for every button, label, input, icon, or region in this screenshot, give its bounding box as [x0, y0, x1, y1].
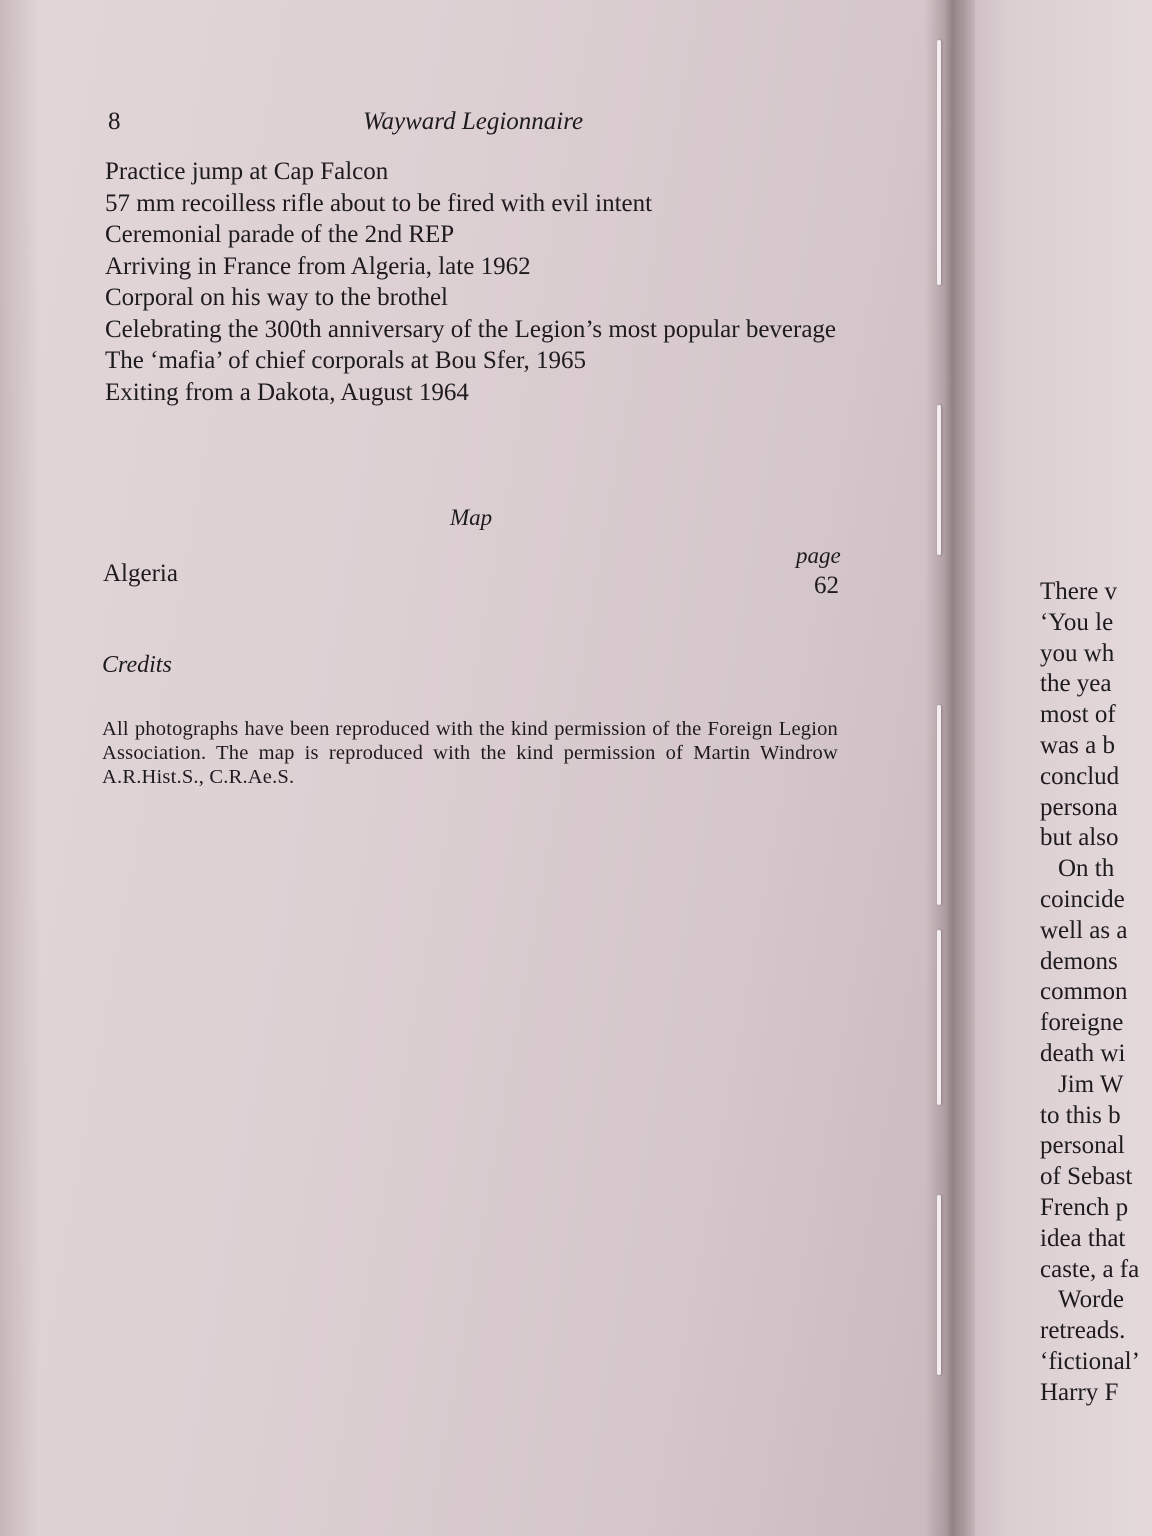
list-item: Arriving in France from Algeria, late 1962 [105, 252, 531, 280]
book-gutter [925, 0, 975, 1536]
text-line: but also [1040, 824, 1119, 852]
binding-stitch [937, 40, 941, 285]
facing-page-text [1040, 577, 1152, 1409]
credits-text: All photographs have been reproduced with the kind permission of the Foreign Legion Association. The map is reproduced with the kind permission of Martin Windrow A.R.Hist.S., C.R.Ae.S. [102, 718, 838, 788]
binding-stitch [937, 405, 941, 555]
text-line: coincide [1040, 885, 1125, 913]
text-line: common [1040, 978, 1128, 1006]
text-line: ‘fictional’ [1040, 1347, 1140, 1375]
text-line: caste, a fa [1040, 1255, 1140, 1283]
list-item: Corporal on his way to the brothel [105, 284, 448, 311]
page-number: 8 [108, 108, 121, 135]
text-line: the yea [1040, 670, 1112, 698]
text-line: On th [1058, 855, 1115, 883]
list-item: Exiting from a Dakota, August 1964 [105, 378, 469, 406]
text-line: persona [1040, 793, 1118, 821]
binding-stitch [937, 705, 941, 905]
text-line: conclud [1040, 762, 1120, 790]
credits-heading: Credits [102, 652, 172, 678]
book-title: Wayward Legionnaire [363, 108, 584, 135]
binding-stitch [937, 1195, 941, 1375]
text-line: personal [1040, 1132, 1125, 1160]
text-line: Jim W [1058, 1070, 1124, 1098]
text-line: Worde [1058, 1286, 1125, 1314]
text-line: demons [1040, 947, 1118, 975]
text-line: retreads. [1040, 1317, 1126, 1345]
illustrations-list [105, 156, 865, 408]
text-line: most of [1040, 701, 1116, 729]
text-line: Harry F [1040, 1378, 1119, 1406]
text-line: well as a [1040, 916, 1128, 944]
list-item: Practice jump at Cap Falcon [105, 158, 389, 185]
text-line: death wi [1040, 1039, 1126, 1067]
text-line: French p [1040, 1193, 1129, 1221]
map-entry-page: 62 [814, 572, 839, 599]
text-line: idea that [1040, 1224, 1126, 1252]
text-line: of Sebast [1040, 1163, 1133, 1191]
map-heading: Map [450, 505, 493, 530]
text-line: There v [1040, 578, 1118, 605]
list-item: Celebrating the 300th anniversary of the Legion’s most popular beverage [105, 315, 837, 343]
list-item: Ceremonial parade of the 2nd REP [105, 221, 455, 248]
page-column-label: page [796, 543, 841, 568]
text-line: you wh [1040, 639, 1115, 667]
text-line: ‘You le [1040, 608, 1114, 636]
binding-stitch [937, 930, 941, 1105]
list-item: The ‘mafia’ of chief corporals at Bou Sfer, 1965 [105, 347, 586, 374]
text-line: to this b [1040, 1101, 1121, 1129]
text-line: was a b [1040, 731, 1115, 759]
text-line: foreigne [1040, 1009, 1124, 1037]
map-entry: Algeria [103, 560, 178, 587]
list-item: 57 mm recoilless rifle about to be fired with evil intent [105, 189, 653, 217]
page-edge-shadow [0, 0, 40, 1536]
